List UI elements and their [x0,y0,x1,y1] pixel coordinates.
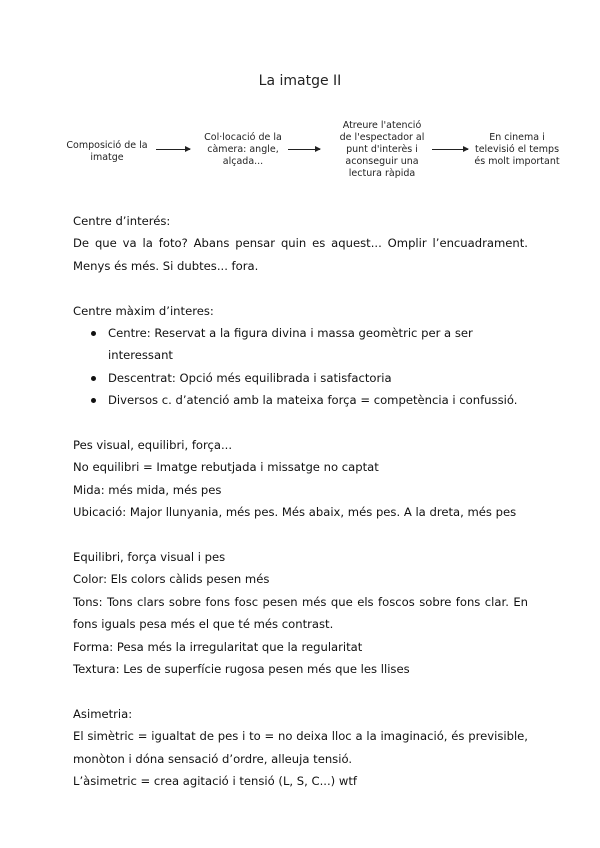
document-body [73,210,528,793]
section-heading: Equilibri, força visual i pes [73,550,226,565]
flow-step-2: Col·locació de la càmera: angle, alçada... [204,132,282,167]
paragraph: Textura: Les de superfície rugosa pesen més que les llises [73,662,410,677]
flow-diagram [0,118,600,188]
paragraph: No equilibri = Imatge rebutjada i missatge no captat [73,460,379,475]
flow-arrow-3 [432,149,468,150]
paragraph: Tons: Tons clars sobre fons fosc pesen més que els foscos sobre fons clar. En fons iguals pesa més el que té més contrast. [73,594,528,632]
paragraph: Mida: més mida, més pes [73,482,222,497]
flow-step-1: Composició de la imatge [66,140,148,163]
flow-step-3: Atreure l'atenció de l'espectador al punt d'interès i aconseguir una lectura ràpida [339,120,425,179]
section-heading: Pes visual, equilibri, força... [73,438,233,453]
list-item: Diversos c. d’atenció amb la mateixa força = competència i confussió. [73,389,528,411]
paragraph: Color: Els colors càlids pesen més [73,572,270,587]
flow-arrow-1 [156,149,190,150]
section-heading: Centre d’interés: [73,214,171,228]
flow-step-4: En cinema i televisió el temps és molt important [474,132,560,167]
paragraph: Forma: Pesa més la irregularitat que la regularitat [73,639,363,654]
paragraph: Ubicació: Major llunyania, més pes. Més abaix, més pes. A la dreta, més pes [73,505,517,520]
paragraph: De que va la foto? Abans pensar quin es aquest... Omplir l’encuadrament. Menys és més. Si dubtes... fora. [73,236,528,273]
section-heading: Centre màxim d’interes: [73,303,214,318]
paragraph: El simètric = igualtat de pes i to = no deixa lloc a la imaginació, és previsible, monòton i dóna sensació d’ordre, alleuja tensió. [73,729,528,766]
bullet-list [73,322,528,412]
page-title: La imatge II [258,73,342,89]
section-heading: Asimetria: [73,706,133,721]
paragraph: L’àsimetric = crea agitació i tensió (L, S, C...) wtf [73,774,357,789]
list-item: Centre: Reservat a la figura divina i massa geomètric per a ser interessant [73,322,528,367]
list-item: Descentrat: Opció més equilibrada i satisfactoria [73,367,528,389]
flow-arrow-2 [288,149,320,150]
